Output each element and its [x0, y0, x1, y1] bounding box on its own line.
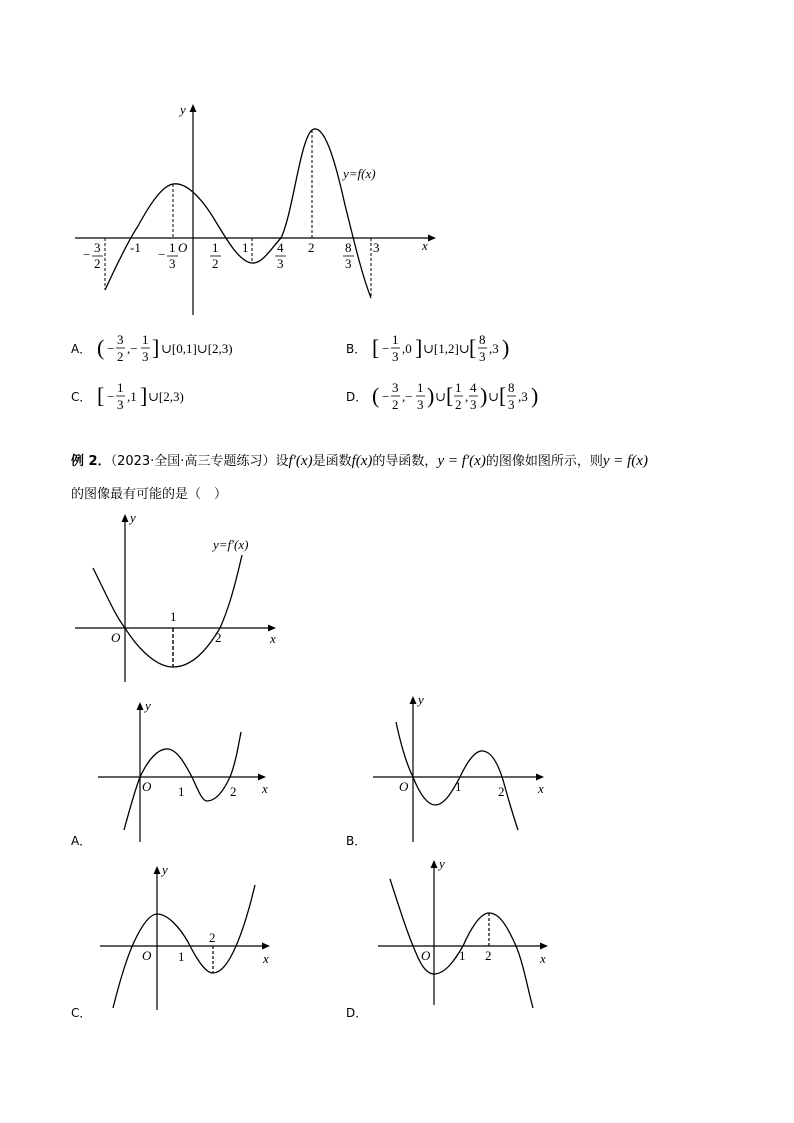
- svg-text:1: 1: [117, 380, 124, 395]
- svg-text:y: y: [439, 856, 445, 871]
- svg-text:∪[2,3): ∪[2,3): [148, 389, 184, 404]
- svg-text:y: y: [162, 862, 168, 877]
- fig2-x-label: x: [270, 631, 276, 646]
- fig2-tick-2: 2: [215, 630, 222, 645]
- fig1-tick-three: 3: [373, 240, 380, 255]
- svg-text:,−: ,−: [127, 341, 138, 356]
- svg-text:,: ,: [465, 389, 469, 404]
- graph-d[interactable]: [378, 856, 548, 1008]
- svg-text:2: 2: [392, 397, 399, 412]
- svg-text:(: (: [372, 383, 380, 408]
- svg-text:−: −: [158, 247, 166, 262]
- svg-text:y: y: [145, 698, 151, 713]
- q1-option-c-expr: [97, 376, 277, 416]
- graph-c-y-arrow-icon: [154, 866, 161, 874]
- svg-text:3: 3: [277, 256, 284, 271]
- svg-text:−: −: [382, 389, 390, 404]
- graph-b-x-arrow-icon: [536, 774, 544, 781]
- fig1-x-arrow-icon: [428, 235, 436, 242]
- svg-text:): ): [427, 383, 435, 408]
- graph-d-curve: [390, 879, 533, 1008]
- svg-text:8: 8: [479, 332, 486, 347]
- svg-text:3: 3: [479, 349, 486, 364]
- svg-text:−: −: [382, 341, 390, 356]
- svg-text:3: 3: [169, 256, 176, 271]
- svg-text:4: 4: [470, 380, 477, 395]
- svg-text:]: ]: [415, 335, 423, 360]
- svg-text:3: 3: [117, 332, 124, 347]
- svg-text:3: 3: [142, 349, 149, 364]
- fig1-origin: O: [178, 240, 188, 255]
- svg-text:3: 3: [417, 397, 424, 412]
- svg-text:[: [: [372, 335, 380, 360]
- svg-text:,0: ,0: [402, 341, 412, 356]
- example2-question-line2: 的图像最有可能的是（ ）: [71, 487, 228, 502]
- fig1-tick-half: [210, 240, 221, 271]
- example2-y-eq-fprime: y = f′(x): [437, 453, 486, 469]
- graph-c-x-arrow-icon: [262, 943, 270, 950]
- svg-text:4: 4: [277, 240, 284, 255]
- q1-option-b-letter: B．: [346, 342, 367, 356]
- graph-b-letter[interactable]: B．: [346, 834, 367, 848]
- graph-c[interactable]: [100, 862, 270, 1010]
- svg-text:∪[1,2]∪: ∪[1,2]∪: [423, 341, 470, 356]
- svg-text:3: 3: [508, 397, 515, 412]
- q1-option-d-expr: [372, 376, 572, 416]
- svg-text:): ): [480, 383, 488, 408]
- svg-text:1: 1: [455, 380, 462, 395]
- svg-text:[: [: [97, 383, 105, 408]
- fig1-curve: [105, 129, 371, 298]
- example2-source: （2023·全国·高三专题练习）: [110, 454, 276, 469]
- svg-text:x: x: [263, 951, 269, 966]
- svg-text:x: x: [262, 781, 268, 796]
- fig2-y-arrow-icon: [122, 514, 129, 522]
- svg-text:[: [: [446, 383, 454, 408]
- graph-a[interactable]: [98, 698, 268, 842]
- fig2-origin: O: [111, 630, 121, 645]
- graph-c-letter[interactable]: C．: [71, 1006, 92, 1020]
- svg-text:1: 1: [392, 332, 399, 347]
- svg-text:∪: ∪: [435, 389, 446, 404]
- svg-text:8: 8: [508, 380, 515, 395]
- svg-text:x: x: [540, 951, 546, 966]
- example2-fprime-x: f′(x): [288, 453, 313, 469]
- q1-option-a-expr: [97, 328, 277, 368]
- svg-text:∪[0,1]∪[2,3): ∪[0,1]∪[2,3): [161, 341, 233, 356]
- fig1-curve-label: y=f(x): [343, 166, 376, 181]
- graph-b-curve: [396, 722, 518, 830]
- fig1-tick-neg3-2: [83, 240, 103, 271]
- graph-b[interactable]: [373, 692, 544, 842]
- example2-y-eq-f: y = f(x): [602, 453, 648, 469]
- graph-a-x-arrow-icon: [258, 774, 266, 781]
- q1-option-c-letter: C．: [71, 390, 92, 404]
- svg-text:3: 3: [392, 380, 399, 395]
- svg-text:3: 3: [392, 349, 399, 364]
- svg-text:2: 2: [455, 397, 462, 412]
- svg-text:2: 2: [117, 349, 124, 364]
- fig1-x-label: x: [422, 238, 428, 253]
- fig1-tick-one: 1: [242, 240, 249, 255]
- svg-text:1: 1: [142, 332, 149, 347]
- q1-option-b-expr: [372, 328, 552, 368]
- svg-text:1: 1: [455, 779, 462, 794]
- svg-text:[: [: [499, 383, 507, 408]
- fig1-tick-eight-thirds: [343, 240, 354, 271]
- svg-text:1: 1: [169, 240, 176, 255]
- fig2-tick-1: 1: [170, 609, 177, 624]
- svg-text:): ): [502, 335, 510, 360]
- svg-text:1: 1: [417, 380, 424, 395]
- svg-text:[: [: [469, 335, 477, 360]
- svg-text:2: 2: [94, 256, 101, 271]
- graph-a-letter[interactable]: A．: [71, 834, 92, 848]
- svg-text:,3: ,3: [518, 389, 528, 404]
- svg-text:]: ]: [152, 335, 160, 360]
- svg-text:,−: ,−: [402, 389, 413, 404]
- svg-text:−: −: [107, 341, 115, 356]
- svg-text:−: −: [107, 389, 115, 404]
- q1-option-d-letter: D．: [346, 390, 368, 404]
- svg-text:(: (: [97, 335, 105, 360]
- svg-text:]: ]: [140, 383, 148, 408]
- svg-text:1: 1: [178, 784, 185, 799]
- fig1-y-label: y: [180, 102, 186, 117]
- svg-text:O: O: [421, 948, 431, 963]
- example2-f-x: f(x): [351, 453, 373, 469]
- svg-text:3: 3: [345, 256, 352, 271]
- svg-text:3: 3: [117, 397, 124, 412]
- svg-text:2: 2: [230, 784, 237, 799]
- fig1-tick-neg1: -1: [130, 240, 141, 255]
- q1-option-a-letter: A．: [71, 342, 92, 356]
- svg-text:,1: ,1: [127, 389, 137, 404]
- fig1-y-arrow-icon: [190, 104, 197, 112]
- fig2-y-label: y: [130, 510, 136, 525]
- svg-text:3: 3: [94, 240, 101, 255]
- svg-text:O: O: [142, 779, 152, 794]
- svg-text:1: 1: [178, 949, 185, 964]
- fig2-curve: [93, 555, 242, 667]
- graph-d-x-arrow-icon: [540, 943, 548, 950]
- svg-text:): ): [531, 383, 539, 408]
- svg-text:8: 8: [345, 240, 352, 255]
- fig2-curve-label: y=f′(x): [213, 537, 249, 552]
- svg-text:y: y: [418, 692, 424, 707]
- svg-text:−: −: [83, 247, 91, 262]
- svg-text:O: O: [142, 948, 152, 963]
- svg-text:1: 1: [459, 948, 466, 963]
- svg-text:1: 1: [212, 240, 219, 255]
- svg-text:2: 2: [498, 784, 505, 799]
- fig1-tick-neg1-3: [158, 240, 178, 271]
- svg-text:O: O: [399, 779, 409, 794]
- graph-d-letter[interactable]: D．: [346, 1006, 368, 1020]
- svg-text:3: 3: [470, 397, 477, 412]
- svg-text:2: 2: [485, 948, 492, 963]
- example2-label: 例 2: [71, 454, 98, 469]
- svg-text:2: 2: [212, 256, 219, 271]
- graph-d-y-arrow-icon: [431, 860, 438, 868]
- fig1-tick-four-thirds: [275, 240, 286, 271]
- fig1-tick-two: 2: [308, 240, 315, 255]
- svg-text:x: x: [538, 781, 544, 796]
- svg-text:∪: ∪: [488, 389, 499, 404]
- graph-a-y-arrow-icon: [137, 702, 144, 710]
- svg-text:2: 2: [209, 930, 216, 945]
- example2-question-line1: 例 2．（2023·全国·高三专题练习）设f′(x)是函数f(x)的导函数，y = f′(x)的图像如图所示，则y = f(x): [71, 453, 648, 469]
- svg-text:,3: ,3: [489, 341, 499, 356]
- graph-b-y-arrow-icon: [410, 696, 417, 704]
